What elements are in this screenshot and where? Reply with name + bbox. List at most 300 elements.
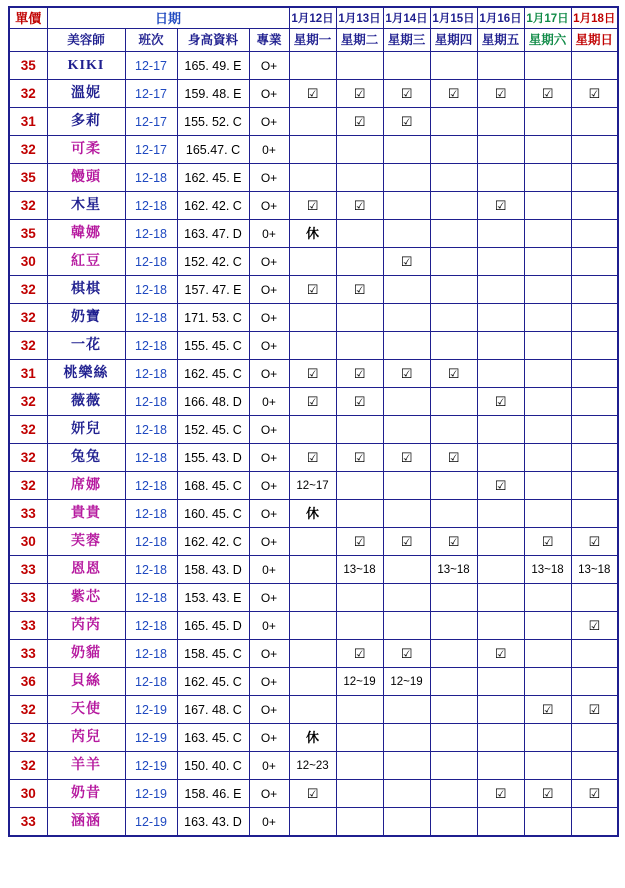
row-name-text: 紅豆 (71, 254, 101, 269)
shift-cell[interactable] (524, 52, 571, 80)
shift-cell[interactable] (336, 780, 383, 808)
shift-cell[interactable] (477, 724, 524, 752)
shift-cell[interactable] (430, 80, 477, 108)
shift-cell[interactable] (571, 52, 618, 80)
shift-cell[interactable] (524, 780, 571, 808)
shift-cell[interactable] (336, 108, 383, 136)
table-row (9, 108, 618, 136)
shift-cell[interactable] (430, 528, 477, 556)
shift-cell[interactable] (524, 724, 571, 752)
shift-cell[interactable] (571, 500, 618, 528)
header-day-num-4 (477, 7, 524, 29)
day-number: 1月17日 (526, 12, 569, 25)
shift-cell[interactable] (289, 472, 336, 500)
row-price-text: 32 (20, 337, 36, 353)
shift-cell[interactable] (383, 696, 430, 724)
shift-cell[interactable] (477, 136, 524, 164)
table-row (9, 164, 618, 192)
row-date-text: 12-18 (135, 198, 167, 213)
shift-cell[interactable] (524, 500, 571, 528)
row-spec (249, 276, 289, 304)
check-icon: ☑ (306, 786, 319, 802)
shift-cell[interactable] (477, 332, 524, 360)
shift-cell[interactable] (477, 192, 524, 220)
row-name-text: 韓娜 (71, 226, 101, 241)
shift-cell[interactable] (336, 556, 383, 584)
row-price-text: 32 (20, 141, 36, 157)
row-body-text: 155. 45. C (184, 338, 242, 353)
row-price-text: 32 (20, 309, 36, 325)
row-date-text: 12-19 (135, 702, 167, 717)
shift-cell[interactable] (430, 108, 477, 136)
row-name (47, 416, 125, 444)
row-date-text: 12-18 (135, 646, 167, 661)
shift-cell[interactable] (336, 164, 383, 192)
row-spec-text: O+ (260, 339, 278, 353)
row-price-text: 30 (20, 785, 36, 801)
shift-cell[interactable] (524, 416, 571, 444)
shift-cell[interactable] (571, 752, 618, 780)
header-day-name-0 (289, 29, 336, 52)
shift-cell[interactable] (289, 780, 336, 808)
shift-cell[interactable] (383, 360, 430, 388)
shift-cell[interactable] (571, 416, 618, 444)
shift-cell[interactable] (336, 248, 383, 276)
row-date-text: 12-18 (135, 366, 167, 381)
shift-cell[interactable] (430, 472, 477, 500)
shift-cell[interactable] (430, 668, 477, 696)
shift-cell[interactable] (524, 80, 571, 108)
shift-cell[interactable] (289, 612, 336, 640)
shift-cell[interactable] (383, 332, 430, 360)
shift-cell[interactable] (571, 136, 618, 164)
shift-cell[interactable] (289, 248, 336, 276)
row-price (9, 696, 47, 724)
shift-cell[interactable] (289, 192, 336, 220)
row-body (177, 360, 249, 388)
shift-cell[interactable] (477, 248, 524, 276)
row-name-text: 奶貓 (71, 646, 101, 661)
shift-cell[interactable] (383, 276, 430, 304)
shift-cell[interactable] (477, 808, 524, 837)
shift-cell[interactable] (430, 724, 477, 752)
row-name (47, 332, 125, 360)
header-day-num-3 (430, 7, 477, 29)
shift-cell[interactable] (289, 360, 336, 388)
row-date (125, 136, 177, 164)
shift-cell[interactable] (289, 556, 336, 584)
shift-cell[interactable] (571, 584, 618, 612)
shift-cell[interactable] (430, 136, 477, 164)
row-name-text: 奶昔 (71, 786, 101, 801)
shift-cell[interactable] (477, 556, 524, 584)
shift-cell[interactable] (571, 220, 618, 248)
shift-cell[interactable] (336, 80, 383, 108)
shift-cell[interactable] (571, 388, 618, 416)
row-date (125, 248, 177, 276)
shift-cell[interactable] (524, 108, 571, 136)
shift-cell[interactable] (430, 696, 477, 724)
shift-cell[interactable] (289, 584, 336, 612)
row-body (177, 164, 249, 192)
row-date-text: 12-17 (135, 86, 167, 101)
row-body (177, 52, 249, 80)
shift-cell[interactable] (336, 472, 383, 500)
shift-cell[interactable] (289, 528, 336, 556)
shift-cell[interactable] (524, 668, 571, 696)
row-name (47, 360, 125, 388)
table-row (9, 388, 618, 416)
shift-cell[interactable] (430, 640, 477, 668)
row-price-text: 32 (20, 421, 36, 437)
shift-cell[interactable] (477, 304, 524, 332)
shift-cell[interactable] (289, 276, 336, 304)
shift-cell[interactable] (524, 612, 571, 640)
shift-cell[interactable] (289, 444, 336, 472)
shift-cell[interactable] (383, 248, 430, 276)
shift-cell[interactable] (477, 276, 524, 304)
table-row (9, 248, 618, 276)
shift-cell[interactable] (289, 136, 336, 164)
row-price-text: 35 (20, 169, 36, 185)
shift-cell[interactable] (477, 612, 524, 640)
shift-cell[interactable] (430, 416, 477, 444)
shift-cell[interactable] (524, 164, 571, 192)
row-name-text: 棋棋 (71, 282, 101, 297)
shift-cell[interactable] (571, 668, 618, 696)
row-price (9, 584, 47, 612)
shift-cell[interactable] (477, 668, 524, 696)
row-price (9, 528, 47, 556)
shift-cell[interactable] (571, 192, 618, 220)
shift-cell[interactable] (289, 724, 336, 752)
shift-cell[interactable] (430, 444, 477, 472)
shift-cell[interactable] (336, 416, 383, 444)
row-name-text: 恩恩 (71, 562, 101, 577)
shift-cell[interactable] (524, 248, 571, 276)
row-body (177, 640, 249, 668)
time-range-label: 12~23 (296, 760, 329, 773)
header-col-name: 美容師 (47, 29, 125, 52)
shift-cell[interactable] (336, 808, 383, 837)
shift-cell[interactable] (571, 696, 618, 724)
shift-cell[interactable] (383, 304, 430, 332)
shift-cell[interactable] (524, 584, 571, 612)
shift-cell[interactable] (383, 808, 430, 837)
shift-cell[interactable] (383, 416, 430, 444)
table-row (9, 696, 618, 724)
row-date (125, 388, 177, 416)
shift-cell[interactable] (477, 640, 524, 668)
shift-cell[interactable] (571, 640, 618, 668)
row-spec (249, 80, 289, 108)
shift-cell[interactable] (571, 556, 618, 584)
row-date (125, 528, 177, 556)
header-row-top (9, 7, 618, 29)
shift-cell[interactable] (430, 360, 477, 388)
row-date-text: 12-18 (135, 338, 167, 353)
row-name (47, 696, 125, 724)
shift-cell[interactable] (336, 444, 383, 472)
shift-cell[interactable] (289, 164, 336, 192)
shift-cell[interactable] (430, 752, 477, 780)
shift-cell[interactable] (477, 220, 524, 248)
row-body-text: 168. 45. C (184, 478, 242, 493)
shift-cell[interactable] (477, 164, 524, 192)
shift-cell[interactable] (336, 612, 383, 640)
shift-cell[interactable] (289, 80, 336, 108)
shift-cell[interactable] (336, 528, 383, 556)
row-price-text: 31 (20, 365, 36, 381)
shift-cell[interactable] (383, 500, 430, 528)
shift-cell[interactable] (336, 304, 383, 332)
shift-cell[interactable] (383, 528, 430, 556)
table-row (9, 444, 618, 472)
shift-cell[interactable] (383, 164, 430, 192)
shift-cell[interactable] (430, 192, 477, 220)
shift-cell[interactable] (430, 388, 477, 416)
row-name (47, 276, 125, 304)
shift-cell[interactable] (571, 724, 618, 752)
header-col-body: 身高資料 (177, 29, 249, 52)
shift-cell[interactable] (383, 584, 430, 612)
shift-cell[interactable] (524, 220, 571, 248)
row-name (47, 248, 125, 276)
shift-cell[interactable] (477, 584, 524, 612)
shift-cell[interactable] (336, 640, 383, 668)
row-spec (249, 528, 289, 556)
shift-cell[interactable] (571, 780, 618, 808)
shift-cell[interactable] (430, 304, 477, 332)
shift-cell[interactable] (430, 164, 477, 192)
shift-cell[interactable] (524, 444, 571, 472)
shift-cell[interactable] (571, 108, 618, 136)
shift-cell[interactable] (336, 696, 383, 724)
shift-cell[interactable] (524, 360, 571, 388)
shift-cell[interactable] (289, 640, 336, 668)
check-icon: ☑ (494, 198, 507, 214)
row-name-text: KIKI (67, 58, 105, 73)
shift-cell[interactable] (383, 388, 430, 416)
table-row (9, 640, 618, 668)
shift-cell[interactable] (477, 360, 524, 388)
row-name (47, 808, 125, 837)
shift-cell[interactable] (430, 248, 477, 276)
row-date-text: 12-19 (135, 814, 167, 829)
shift-cell[interactable] (571, 528, 618, 556)
shift-cell[interactable] (336, 584, 383, 612)
shift-cell[interactable] (383, 612, 430, 640)
day-number: 1月16日 (479, 12, 522, 25)
row-price-text: 32 (20, 449, 36, 465)
header-row-sub (9, 29, 618, 52)
header-day-name-4 (477, 29, 524, 52)
shift-cell[interactable] (383, 220, 430, 248)
shift-cell[interactable] (289, 500, 336, 528)
shift-cell[interactable] (571, 360, 618, 388)
time-range-label: 12~19 (343, 676, 376, 689)
shift-cell[interactable] (383, 668, 430, 696)
shift-cell[interactable] (383, 556, 430, 584)
table-row (9, 780, 618, 808)
shift-cell[interactable] (477, 416, 524, 444)
shift-cell[interactable] (430, 52, 477, 80)
row-price (9, 360, 47, 388)
shift-cell[interactable] (524, 136, 571, 164)
row-price-text: 30 (20, 253, 36, 269)
shift-cell[interactable] (524, 472, 571, 500)
shift-cell[interactable] (477, 780, 524, 808)
shift-cell[interactable] (571, 80, 618, 108)
shift-cell[interactable] (289, 696, 336, 724)
shift-cell[interactable] (524, 808, 571, 837)
shift-cell[interactable] (524, 192, 571, 220)
row-date-text: 12-18 (135, 310, 167, 325)
shift-cell[interactable] (289, 108, 336, 136)
shift-cell[interactable] (383, 108, 430, 136)
shift-cell[interactable] (383, 52, 430, 80)
shift-cell[interactable] (289, 808, 336, 837)
shift-cell[interactable] (524, 640, 571, 668)
shift-cell[interactable] (477, 696, 524, 724)
table-row (9, 304, 618, 332)
shift-cell[interactable] (336, 52, 383, 80)
row-body (177, 388, 249, 416)
shift-cell[interactable] (524, 304, 571, 332)
shift-cell[interactable] (477, 80, 524, 108)
row-body-text: 150. 40. C (184, 758, 242, 773)
shift-cell[interactable] (383, 752, 430, 780)
time-range-label: 13~18 (343, 564, 376, 577)
shift-cell[interactable] (571, 304, 618, 332)
shift-cell[interactable] (430, 808, 477, 837)
row-spec (249, 808, 289, 837)
shift-cell[interactable] (336, 752, 383, 780)
shift-cell[interactable] (383, 192, 430, 220)
shift-cell[interactable] (289, 416, 336, 444)
shift-cell[interactable] (571, 248, 618, 276)
shift-cell[interactable] (571, 164, 618, 192)
row-body-text: 162. 45. C (184, 366, 242, 381)
shift-cell[interactable] (571, 444, 618, 472)
row-body-text: 163. 47. D (184, 226, 242, 241)
shift-cell[interactable] (336, 192, 383, 220)
shift-cell[interactable] (571, 332, 618, 360)
shift-cell[interactable] (524, 332, 571, 360)
shift-cell[interactable] (383, 472, 430, 500)
shift-cell[interactable] (336, 332, 383, 360)
shift-cell[interactable] (430, 500, 477, 528)
row-name-text: 薇薇 (71, 394, 101, 409)
shift-cell[interactable] (571, 612, 618, 640)
shift-cell[interactable] (383, 640, 430, 668)
day-name: 星期二 (340, 33, 379, 48)
shift-cell[interactable] (336, 220, 383, 248)
shift-cell[interactable] (524, 528, 571, 556)
row-date-text: 12-19 (135, 758, 167, 773)
row-spec-text: O+ (260, 59, 278, 73)
shift-cell[interactable] (524, 276, 571, 304)
shift-cell[interactable] (477, 500, 524, 528)
shift-cell[interactable] (383, 724, 430, 752)
row-spec-text: 0+ (262, 759, 276, 773)
row-name (47, 52, 125, 80)
shift-cell[interactable] (477, 108, 524, 136)
shift-cell[interactable] (383, 80, 430, 108)
row-spec (249, 584, 289, 612)
row-date (125, 164, 177, 192)
row-price (9, 444, 47, 472)
shift-cell[interactable] (430, 780, 477, 808)
check-icon: ☑ (588, 86, 601, 102)
shift-cell[interactable] (383, 780, 430, 808)
shift-cell[interactable] (571, 472, 618, 500)
shift-cell[interactable] (336, 668, 383, 696)
shift-cell[interactable] (336, 136, 383, 164)
shift-cell[interactable] (289, 220, 336, 248)
shift-cell[interactable] (524, 696, 571, 724)
shift-cell[interactable] (289, 304, 336, 332)
shift-cell[interactable] (477, 528, 524, 556)
shift-cell[interactable] (430, 612, 477, 640)
shift-cell[interactable] (430, 584, 477, 612)
shift-cell[interactable] (336, 724, 383, 752)
shift-cell[interactable] (336, 500, 383, 528)
check-icon: ☑ (541, 86, 554, 102)
shift-cell[interactable] (477, 472, 524, 500)
shift-cell[interactable] (289, 52, 336, 80)
row-spec-text: O+ (260, 507, 278, 521)
check-icon: ☑ (541, 786, 554, 802)
shift-cell[interactable] (477, 52, 524, 80)
shift-cell[interactable] (524, 752, 571, 780)
shift-cell[interactable] (477, 388, 524, 416)
row-body (177, 752, 249, 780)
shift-cell[interactable] (430, 332, 477, 360)
check-icon: ☑ (447, 366, 460, 382)
shift-cell[interactable] (289, 752, 336, 780)
shift-cell[interactable] (289, 388, 336, 416)
row-body (177, 696, 249, 724)
shift-cell[interactable] (383, 444, 430, 472)
shift-cell[interactable] (571, 276, 618, 304)
table-row (9, 192, 618, 220)
shift-cell[interactable] (571, 808, 618, 837)
shift-cell[interactable] (430, 220, 477, 248)
shift-cell[interactable] (477, 752, 524, 780)
shift-cell[interactable] (524, 556, 571, 584)
shift-cell[interactable] (336, 276, 383, 304)
row-name (47, 136, 125, 164)
shift-cell[interactable] (289, 332, 336, 360)
shift-cell[interactable] (383, 136, 430, 164)
shift-cell[interactable] (430, 276, 477, 304)
row-date (125, 556, 177, 584)
shift-cell[interactable] (289, 668, 336, 696)
shift-cell[interactable] (336, 388, 383, 416)
shift-cell[interactable] (477, 444, 524, 472)
check-icon: ☑ (447, 534, 460, 550)
shift-cell[interactable] (336, 360, 383, 388)
row-spec-text: O+ (260, 115, 278, 129)
row-spec-text: O+ (260, 87, 278, 101)
row-body-text: 158. 43. D (184, 562, 242, 577)
shift-cell[interactable] (524, 388, 571, 416)
shift-cell[interactable] (430, 556, 477, 584)
header-day-num-0 (289, 7, 336, 29)
row-name-text: 饅頭 (71, 170, 101, 185)
rest-label: 休 (306, 730, 320, 745)
